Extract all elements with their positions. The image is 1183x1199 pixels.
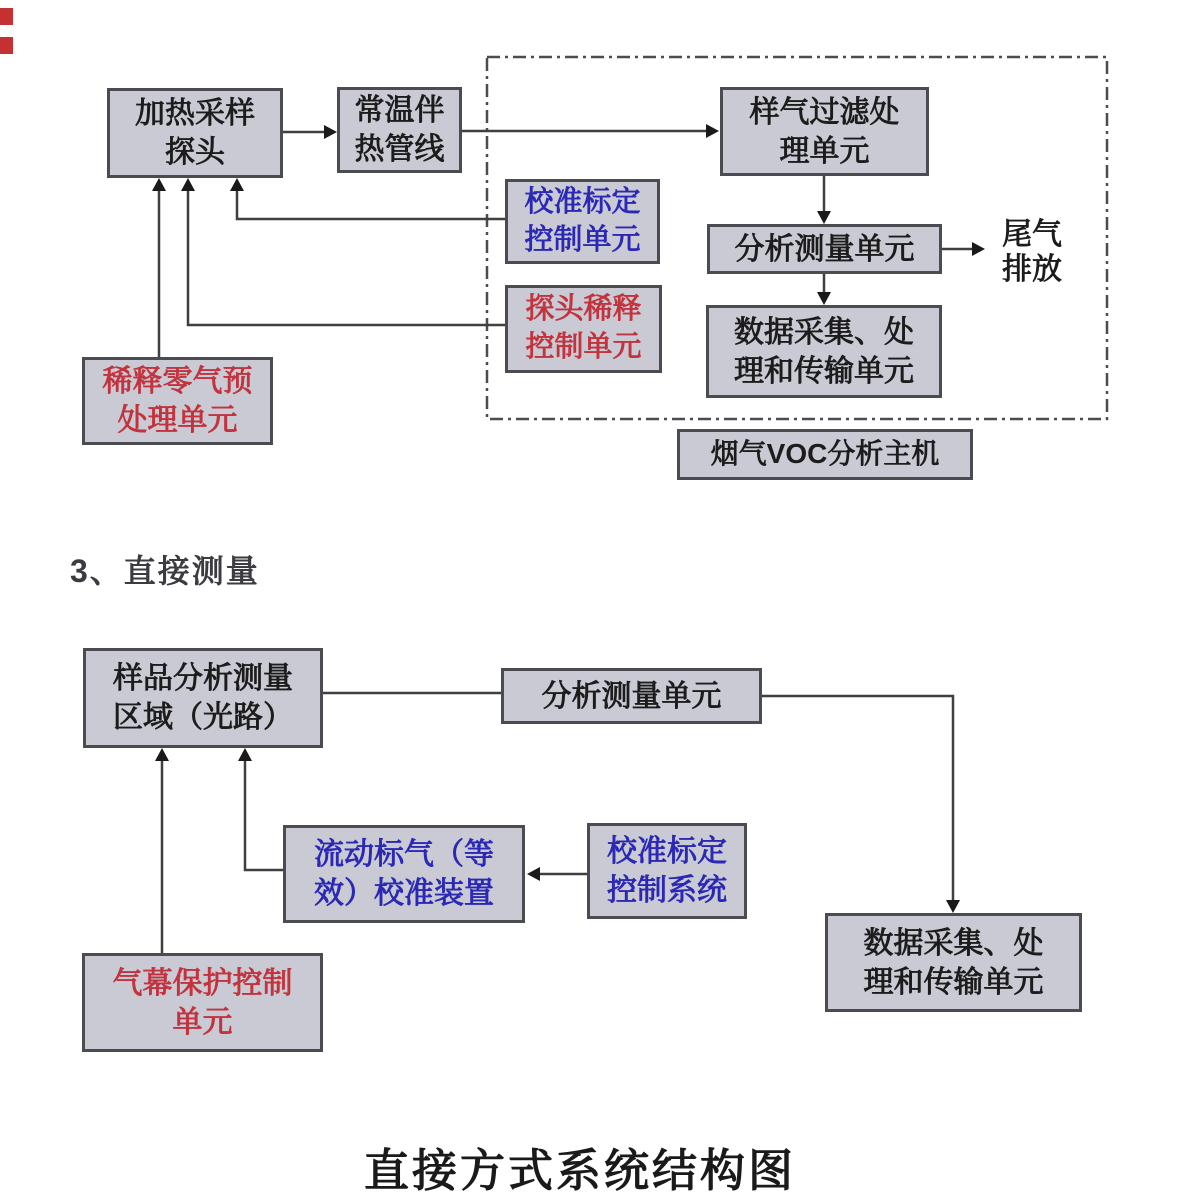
label-flue-gas-voc-analyzer-host: 烟气VOC分析主机 bbox=[677, 429, 973, 480]
page-edge-mark bbox=[0, 37, 13, 54]
node-flowing-standard-gas-calibration-device: 流动标气（等 效）校准装置 bbox=[283, 825, 525, 923]
label-exhaust-emission: 尾气 排放 bbox=[1002, 218, 1062, 286]
node-analysis-measurement-unit: 分析测量单元 bbox=[707, 224, 942, 274]
node-sample-gas-filter-unit: 样气过滤处 理单元 bbox=[720, 87, 929, 176]
node-heated-sampling-probe: 加热采样 探头 bbox=[107, 88, 283, 178]
section-heading: 3、直接测量 bbox=[70, 553, 260, 589]
node-probe-dilution-control-unit: 探头稀释 控制单元 bbox=[505, 285, 662, 373]
node-data-acquisition-unit: 数据采集、处 理和传输单元 bbox=[706, 305, 942, 398]
page-edge-mark bbox=[0, 8, 13, 25]
node-sample-analysis-area: 样品分析测量 区域（光路） bbox=[83, 648, 323, 748]
node-calibration-control-system: 校准标定 控制系统 bbox=[587, 823, 747, 919]
node-air-curtain-protection-control-unit: 气幕保护控制 单元 bbox=[82, 953, 323, 1052]
node-calibration-control-unit: 校准标定 控制单元 bbox=[505, 179, 660, 264]
node-analysis-measurement-unit-2: 分析测量单元 bbox=[501, 668, 762, 724]
node-data-acquisition-unit-2: 数据采集、处 理和传输单元 bbox=[825, 913, 1082, 1012]
node-ambient-heat-traced-line: 常温伴 热管线 bbox=[337, 87, 462, 173]
node-dilution-zero-gas-unit: 稀释零气预 处理单元 bbox=[82, 357, 273, 445]
diagram-title: 直接方式系统结构图 bbox=[363, 1145, 796, 1196]
